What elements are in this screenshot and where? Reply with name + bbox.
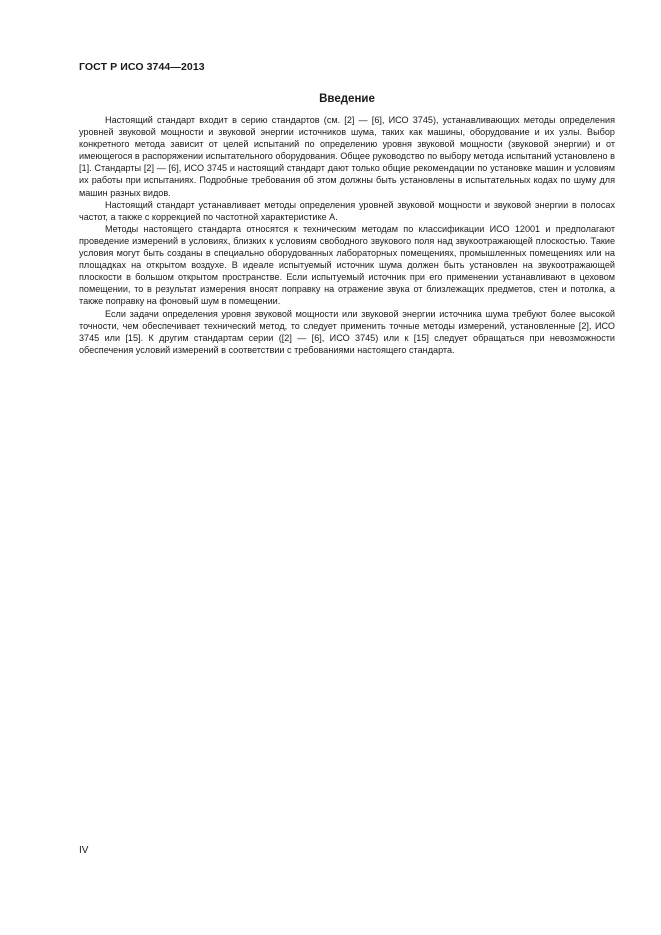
- document-header-standard-id: ГОСТ Р ИСО 3744—2013: [79, 61, 205, 73]
- paragraph: Настоящий стандарт входит в серию стандартов (см. [2] — [6], ИСО 3745), устанавливающих методы определения уровней звуковой мощности и звуковой энергии источников шума, таких как машины, оборудование и их узлы. Выбор конкретного метода зависит от целей испытаний по определению уровня звуковой мощности (звуковой энергии) и от имеющегося в распоряжении испытательного оборудования. Общее руководство по выбору метода испытаний установлено в [1]. Стандарты [2] — [6], ИСО 3745 и настоящий стандарт дают только общие рекомендации по установке машин и условиям их работы при испытаниях. Подробные требования об этом должны быть установлены в испытательных кодах по шуму для машин разных видов.: [79, 115, 615, 198]
- page-number: IV: [79, 845, 89, 856]
- paragraph: Настоящий стандарт устанавливает методы определения уровней звуковой мощности и звуковой энергии в полосах частот, а также с коррекцией по частотной характеристике A.: [79, 199, 615, 222]
- introduction-body: [79, 114, 615, 356]
- paragraph: Если задачи определения уровня звуковой мощности или звуковой энергии источника шума требуют более высокой точности, чем обеспечивает технический метод, то следует применить точные методы измерений, установленные [2], ИСО 3745 или [15]. К другим стандартам серии ([2] — [6], ИСО 3745) или к [15] следует обращаться при невозможности обеспечения условий измерений в соответствии с требованиями настоящего стандарта.: [79, 308, 615, 355]
- paragraph: Методы настоящего стандарта относятся к техническим методам по классификации ИСО 12001 и предполагают проведение измерений в условиях, близких к условиям свободного звукового поля над звукоотражающей плоскостью. Такие условия могут быть созданы в специально оборудованных лабораторных помещениях, промышленных помещениях или на площадках на открытом воздухе. В идеале испытуемый источник шума должен быть установлен на звукоотражающей плоскости в большом открытом пространстве. Если испытуемый источник при его применении устанавливают в цеховом помещении, то в результат измерения вносят поправку на отражение звука от близлежащих предметов, стен и потолка, а также поправку на фоновый шум в помещении.: [79, 223, 615, 307]
- section-title: Введение: [319, 93, 375, 105]
